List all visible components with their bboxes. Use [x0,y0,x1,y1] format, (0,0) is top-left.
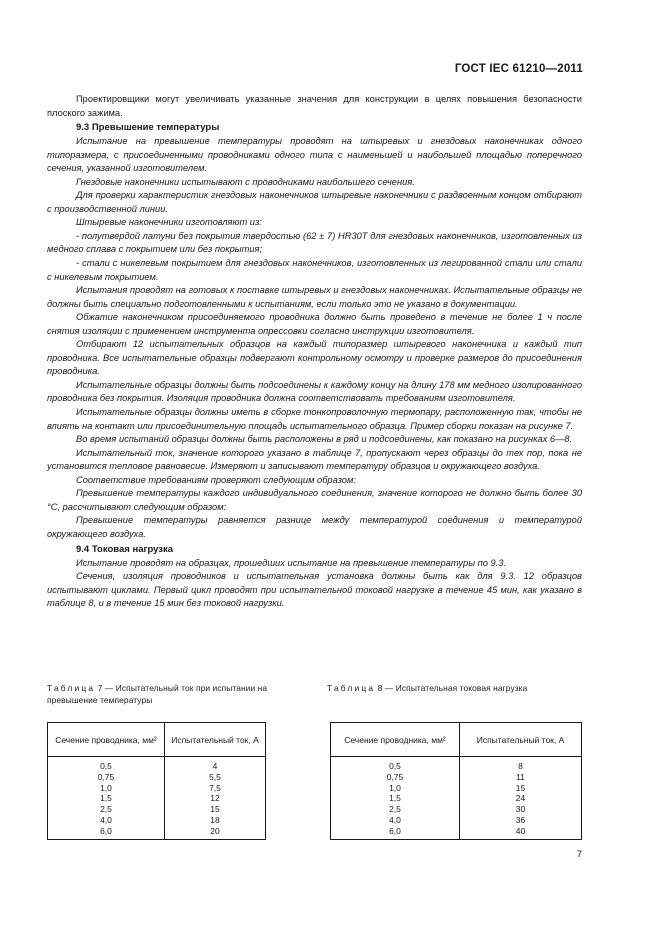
table-header-row [331,723,582,757]
table-row [48,757,266,772]
table-title: 7 — Испытательный ток при испытании на превышение температуры [47,683,268,705]
table-cell: 4,0 [48,815,165,826]
paragraph: Обжатие наконечником присоединяемого проводника должно быть проведено в течение не более 1 ч после снятия изоляции с применением инструмента опрессовки согласно инструкции изготовителя. [47,312,582,336]
paragraph: Испытания проводят на готовых к поставке штыревых и гнездовых наконечниках. Испытательные образцы не должны быть специально подготовленными к испытаниям, если только это не указано в документации. [47,285,582,309]
table-row [331,793,582,804]
paragraph: Испытательные образцы должны иметь в сборке тонкопроволочную термопару, расположенную так, чтобы не влиять на контакт или присоединительную площадь испытательного образца. Пример сборки показан на рисунке 7. [47,407,582,431]
table-cell: 1,0 [331,783,460,794]
table-cell: 0,75 [331,772,460,783]
table-title: 8 — Испытательная токовая нагрузка [377,683,528,693]
column-header: Испытательный ток, А [460,723,582,757]
paragraph: Отбирают 12 испытательных образцов на каждый типоразмер штыревого наконечника и каждый тип проводника. Все испытательные образцы подвергают контрольному осмотру и проверке размеров до присоединения проводника. [47,339,582,377]
table-cell: 6,0 [331,826,460,839]
column-header: Сечение проводника, мм² [331,723,460,757]
table-row [48,793,266,804]
table-row [331,804,582,815]
table-cell: 2,5 [48,804,165,815]
table-cell: 1,0 [48,783,165,794]
table-row [331,826,582,839]
table-cell: 36 [460,815,582,826]
page-number: 7 [576,849,582,860]
table-cell: 18 [165,815,266,826]
paragraph: Испытательный ток, значение которого указано в таблице 7, пропускают через образцы до тех пор, пока не установится тепловое равновесие. Измеряют и записывают температуру образцов и окружающего воздуха. [47,447,582,472]
table-cell: 8 [460,757,582,772]
table-row [331,783,582,794]
paragraph: Штыревые наконечники изготовляют из: [76,217,262,228]
table-cell: 11 [460,772,582,783]
table-row [48,772,266,783]
main-text [47,93,582,611]
column-header: Сечение проводника, мм² [48,723,165,757]
paragraph: Испытание на превышение температуры проводят на штыревых и гнездовых наконечниках одного типоразмера, с присоединенными проводниками одного типа с наименьшей и наибольшей площадью поперечного сечения, указанной изготовителем. [47,136,582,174]
table-cell: 20 [165,826,266,839]
table-cell: 0,5 [331,757,460,772]
list-item: - полутвердой латуни без покрытия твердостью (62 ± 7) HR30T для гнездовых наконечников, изготовленных из медного сплава с покрытием или без покрытия; [47,230,582,255]
table-row [48,826,266,839]
section-heading-9-3: 9.3 Превышение температуры [76,122,220,134]
paragraph: Превышение температуры каждого индивидуального соединения, значение которого не должно быть более 30 °С, рассчитывают следующим образом: [47,488,582,512]
table-row [331,772,582,783]
paragraph: Соответствие требованиям проверяют следующим образом: [76,474,356,485]
standard-code: ГОСТ IEC 61210—2011 [454,63,583,75]
paragraph: Испытание проводят на образцах, прошедших испытание на превышение температуры по 9.3. [76,557,506,568]
table-cell: 4,0 [331,815,460,826]
list-item: - стали с никелевым покрытием для гнездовых наконечников, изготовленных из легированной стали или стали с никелевым покрытием. [47,258,582,282]
table-cell: 1,5 [48,793,165,804]
paragraph: Проектировщики могут увеличивать указанные значения для конструкции в целях повышения безопасности плоского зажима. [47,94,582,118]
table-cell: 0,5 [48,757,165,772]
table-7-block [47,683,312,836]
column-header: Испытательный ток, А [165,723,266,757]
table-header-row [48,723,266,757]
paragraph: Испытательные образцы должны быть подсоединены к каждому концу на длину 178 мм медного изолированного проводника без покрытия. Изоляция проводника должна соответствовать требованиям изготовителя. [47,379,582,404]
paragraph: Во время испытаний образцы должны быть расположены в ряд и подсоединены, как показано на рисунках 6—8. [76,434,573,445]
table-cell: 4 [165,757,266,772]
paragraph: Сечения, изоляция проводников и испытательная установка должны быть как для 9.3. 12 образцов испытывают циклами. Первый цикл проводят при испытательной токовой нагрузке в течение 45 мин, как указано в таблице 8, и в течение 15 мин без токовой нагрузки. [47,571,582,609]
section-heading-9-4: 9.4 Токовая нагрузка [76,543,174,555]
table-8-caption [327,683,582,695]
table-cell: 1,5 [331,793,460,804]
table-7-caption [47,683,312,706]
table-row [48,815,266,826]
table-cell: 30 [460,804,582,815]
table-8 [330,722,582,840]
table-7 [47,722,266,840]
paragraph: Превышение температуры равняется разнице между температурой соединения и температурой окружающего воздуха. [47,515,582,539]
table-row [331,757,582,772]
table-8-block [327,683,582,836]
table-cell: 5,5 [165,772,266,783]
table-cell: 7,5 [165,783,266,794]
table-label: Таблица [327,683,376,693]
table-cell: 24 [460,793,582,804]
table-cell: 0,75 [48,772,165,783]
paragraph: Гнездовые наконечники испытывают с проводниками наибольшего сечения. [76,176,415,187]
table-cell: 2,5 [331,804,460,815]
table-cell: 15 [460,783,582,794]
paragraph: Для проверки характеристик гнездовых наконечников штыревые наконечники с раздвоенным концом отбирают с производственной линии. [47,190,582,214]
table-label: Таблица [47,683,96,693]
table-cell: 6,0 [48,826,165,839]
table-cell: 15 [165,804,266,815]
table-row [331,815,582,826]
table-row [48,783,266,794]
table-cell: 12 [165,793,266,804]
table-cell: 40 [460,826,582,839]
table-row [48,804,266,815]
